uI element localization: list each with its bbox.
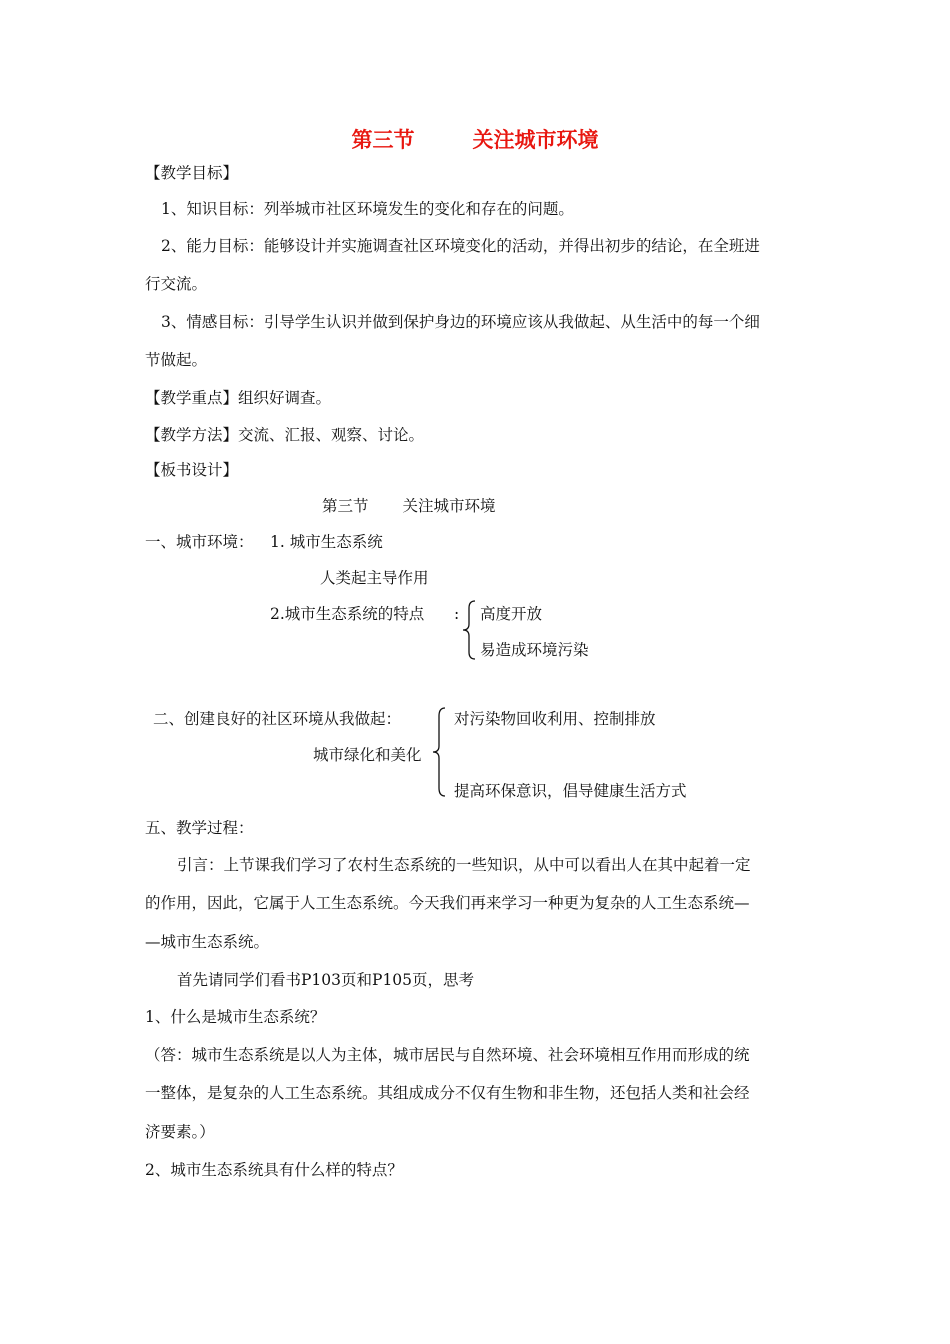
objectives-heading: 【教学目标】	[145, 164, 239, 182]
board-item1-sub2: 2.城市生态系统的特点	[270, 605, 425, 623]
answer-1-line1: （答：城市生态系统是以人为主体，城市居民与自然环境、社会环境相互作用而形成的统	[145, 1046, 750, 1064]
intro-line-1: 引言：上节课我们学习了农村生态系统的一些知识，从中可以看出人在其中起着一定	[177, 856, 751, 874]
process-heading: 五、教学过程：	[145, 819, 254, 837]
objective-3-line2: 节做起。	[145, 351, 208, 369]
feature-open: 高度开放	[480, 605, 543, 623]
board-item2-center: 城市绿化和美化	[313, 746, 422, 764]
board-item1-colon: :	[454, 605, 460, 623]
board-subtitle-part2: 关注城市环境	[402, 497, 496, 515]
answer-1-line2: 一整体，是复杂的人工生态系统。其组成成分不仅有生物和非生物，还包括人类和社会经	[145, 1084, 750, 1102]
brace-features	[462, 599, 478, 661]
intro-line-2: 的作用，因此，它属于人工生态系统。今天我们再来学习一种更为复杂的人工生态系统—	[145, 894, 750, 912]
title-part1: 第三节	[351, 128, 415, 152]
community-point-2: 提高环保意识，倡导健康生活方式	[454, 782, 687, 800]
answer-1-line3: 济要素。）	[145, 1123, 215, 1141]
board-item1-sub1-note: 人类起主导作用	[320, 569, 429, 587]
board-design-heading: 【板书设计】	[145, 461, 239, 479]
board-item1-label: 一、城市环境：	[145, 533, 254, 551]
key-point: 【教学重点】组织好调查。	[145, 389, 332, 407]
board-subtitle	[322, 496, 496, 516]
board-item2-label: 二、创建良好的社区环境从我做起：	[153, 710, 402, 728]
board-subtitle-part1: 第三节	[322, 497, 369, 515]
question-2: 2、城市生态系统具有什么样的特点？	[145, 1161, 403, 1179]
teaching-methods: 【教学方法】交流、汇报、观察、讨论。	[145, 426, 425, 444]
board-item1-sub1: 1. 城市生态系统	[270, 533, 383, 551]
question-1: 1、什么是城市生态系统？	[145, 1008, 326, 1026]
objective-2-line2: 行交流。	[145, 275, 208, 293]
community-point-1: 对污染物回收利用、控制排放	[454, 710, 656, 728]
objective-3-line1: 3、情感目标：引导学生认识并做到保护身边的环境应该从我做起、从生活中的每一个细	[161, 313, 760, 331]
instruction: 首先请同学们看书P103页和P105页，思考	[177, 971, 475, 989]
feature-pollution: 易造成环境污染	[480, 641, 589, 659]
objective-2-line1: 2、能力目标：能够设计并实施调查社区环境变化的活动，并得出初步的结论，在全班进	[161, 237, 760, 255]
brace-community	[432, 706, 448, 798]
intro-line-3: —城市生态系统。	[145, 933, 270, 951]
objective-1: 1、知识目标：列举城市社区环境发生的变化和存在的问题。	[161, 200, 574, 218]
page-title	[0, 124, 950, 154]
title-part2: 关注城市环境	[472, 128, 599, 152]
